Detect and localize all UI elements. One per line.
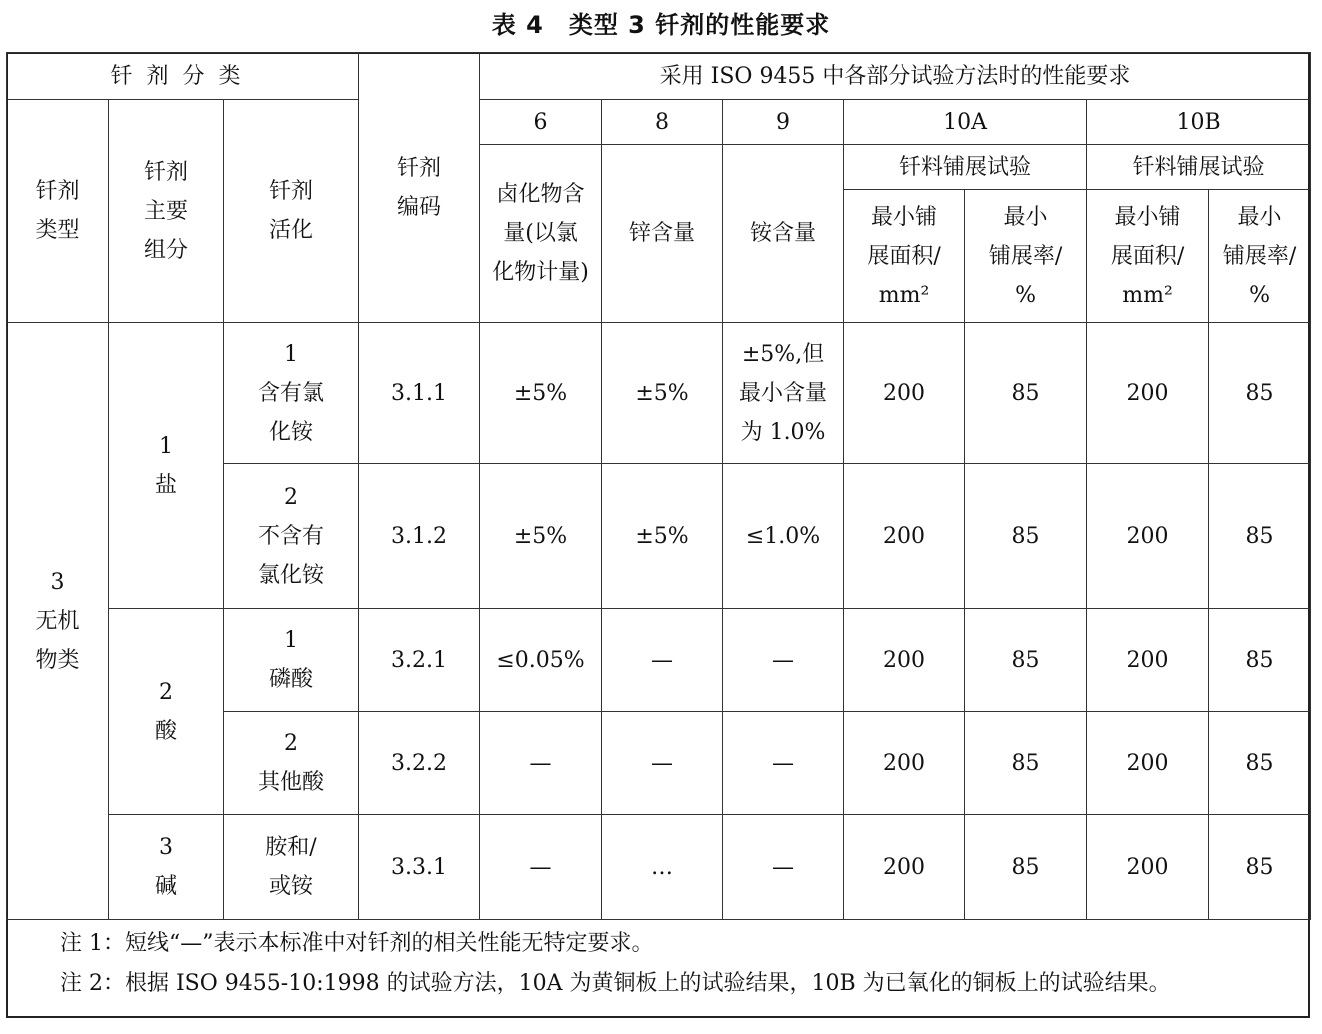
table-notes: [60, 924, 1300, 1004]
rate-10a-cell: 85: [965, 464, 1087, 609]
halide-cell: ±5%: [480, 464, 602, 609]
spread-test-10a-header: 钎料铺展试验: [844, 145, 1087, 190]
zinc-cell: —: [602, 712, 723, 815]
table-row: [7, 323, 1311, 464]
rate-10b-cell: 85: [1209, 712, 1311, 815]
table-row: [7, 609, 1311, 712]
ammonium-cell: ≤1.0%: [723, 464, 844, 609]
activation-cell: 1 含有氯 化铵: [224, 323, 359, 464]
ammonium-cell: —: [723, 712, 844, 815]
spread-test-10b-header: 钎料铺展试验: [1087, 145, 1311, 190]
min-rate-10b-header: 最小 铺展率/ %: [1209, 190, 1311, 323]
code-cell: 3.1.2: [359, 464, 480, 609]
rate-10b-cell: 85: [1209, 464, 1311, 609]
rate-10a-cell: 85: [965, 712, 1087, 815]
note-1: 注 1：短线“—”表示本标准中对钎剂的相关性能无特定要求。: [60, 931, 654, 956]
part-8-header: 8: [602, 100, 723, 145]
rate-10a-cell: 85: [965, 323, 1087, 464]
area-10a-cell: 200: [844, 464, 965, 609]
halide-cell: —: [480, 815, 602, 920]
rate-10a-cell: 85: [965, 609, 1087, 712]
component-base-cell: 3 碱: [109, 815, 224, 920]
part-10b-header: 10B: [1087, 100, 1311, 145]
area-10a-cell: 200: [844, 815, 965, 920]
table-row: [7, 815, 1311, 920]
flux-type-cell: 3 无机 物类: [7, 323, 109, 920]
classification-header: 钎剂分类: [7, 53, 359, 100]
table-title: 表 4 类型 3 钎剂的性能要求: [491, 11, 831, 39]
code-cell: 3.2.2: [359, 712, 480, 815]
area-10b-cell: 200: [1087, 464, 1209, 609]
area-10b-cell: 200: [1087, 712, 1209, 815]
note-2: 注 2：根据 ISO 9455-10:1998 的试验方法，10A 为黄铜板上的试验结果，10B 为已氧化的铜板上的试验结果。: [60, 971, 1171, 996]
ammonium-header: 铵含量: [723, 145, 844, 323]
halide-cell: ±5%: [480, 323, 602, 464]
halide-cell: ≤0.05%: [480, 609, 602, 712]
part-9-header: 9: [723, 100, 844, 145]
part-6-header: 6: [480, 100, 602, 145]
code-cell: 3.2.1: [359, 609, 480, 712]
code-header: 钎剂 编码: [359, 53, 480, 323]
header-row-1: [7, 53, 1311, 100]
part-10a-header: 10A: [844, 100, 1087, 145]
component-salt-cell: 1 盐: [109, 323, 224, 609]
area-10b-cell: 200: [1087, 815, 1209, 920]
code-cell: 3.1.1: [359, 323, 480, 464]
min-rate-10a-header: 最小 铺展率/ %: [965, 190, 1087, 323]
flux-type-header: 钎剂 类型: [7, 100, 109, 323]
area-10b-cell: 200: [1087, 609, 1209, 712]
area-10a-cell: 200: [844, 323, 965, 464]
ammonium-cell: ±5%,但 最小含量 为 1.0%: [723, 323, 844, 464]
activation-cell: 2 其他酸: [224, 712, 359, 815]
halide-header: 卤化物含 量(以氯 化物计量): [480, 145, 602, 323]
main-component-header: 钎剂 主要 组分: [109, 100, 224, 323]
performance-table: [6, 52, 1311, 920]
rate-10a-cell: 85: [965, 815, 1087, 920]
code-cell: 3.3.1: [359, 815, 480, 920]
zinc-cell: …: [602, 815, 723, 920]
area-10a-cell: 200: [844, 712, 965, 815]
ammonium-cell: —: [723, 609, 844, 712]
activation-cell: 胺和/ 或铵: [224, 815, 359, 920]
activation-header: 钎剂 活化: [224, 100, 359, 323]
rate-10b-cell: 85: [1209, 323, 1311, 464]
ammonium-cell: —: [723, 815, 844, 920]
zinc-header: 锌含量: [602, 145, 723, 323]
zinc-cell: ±5%: [602, 323, 723, 464]
component-acid-cell: 2 酸: [109, 609, 224, 815]
area-10b-cell: 200: [1087, 323, 1209, 464]
halide-cell: —: [480, 712, 602, 815]
rate-10b-cell: 85: [1209, 609, 1311, 712]
header-row-2: [7, 100, 1311, 145]
area-10a-cell: 200: [844, 609, 965, 712]
zinc-cell: ±5%: [602, 464, 723, 609]
rate-10b-cell: 85: [1209, 815, 1311, 920]
test-requirements-header: 采用 ISO 9455 中各部分试验方法时的性能要求: [480, 53, 1311, 100]
activation-cell: 1 磷酸: [224, 609, 359, 712]
min-area-10a-header: 最小铺 展面积/ mm²: [844, 190, 965, 323]
zinc-cell: —: [602, 609, 723, 712]
activation-cell: 2 不含有 氯化铵: [224, 464, 359, 609]
min-area-10b-header: 最小铺 展面积/ mm²: [1087, 190, 1209, 323]
